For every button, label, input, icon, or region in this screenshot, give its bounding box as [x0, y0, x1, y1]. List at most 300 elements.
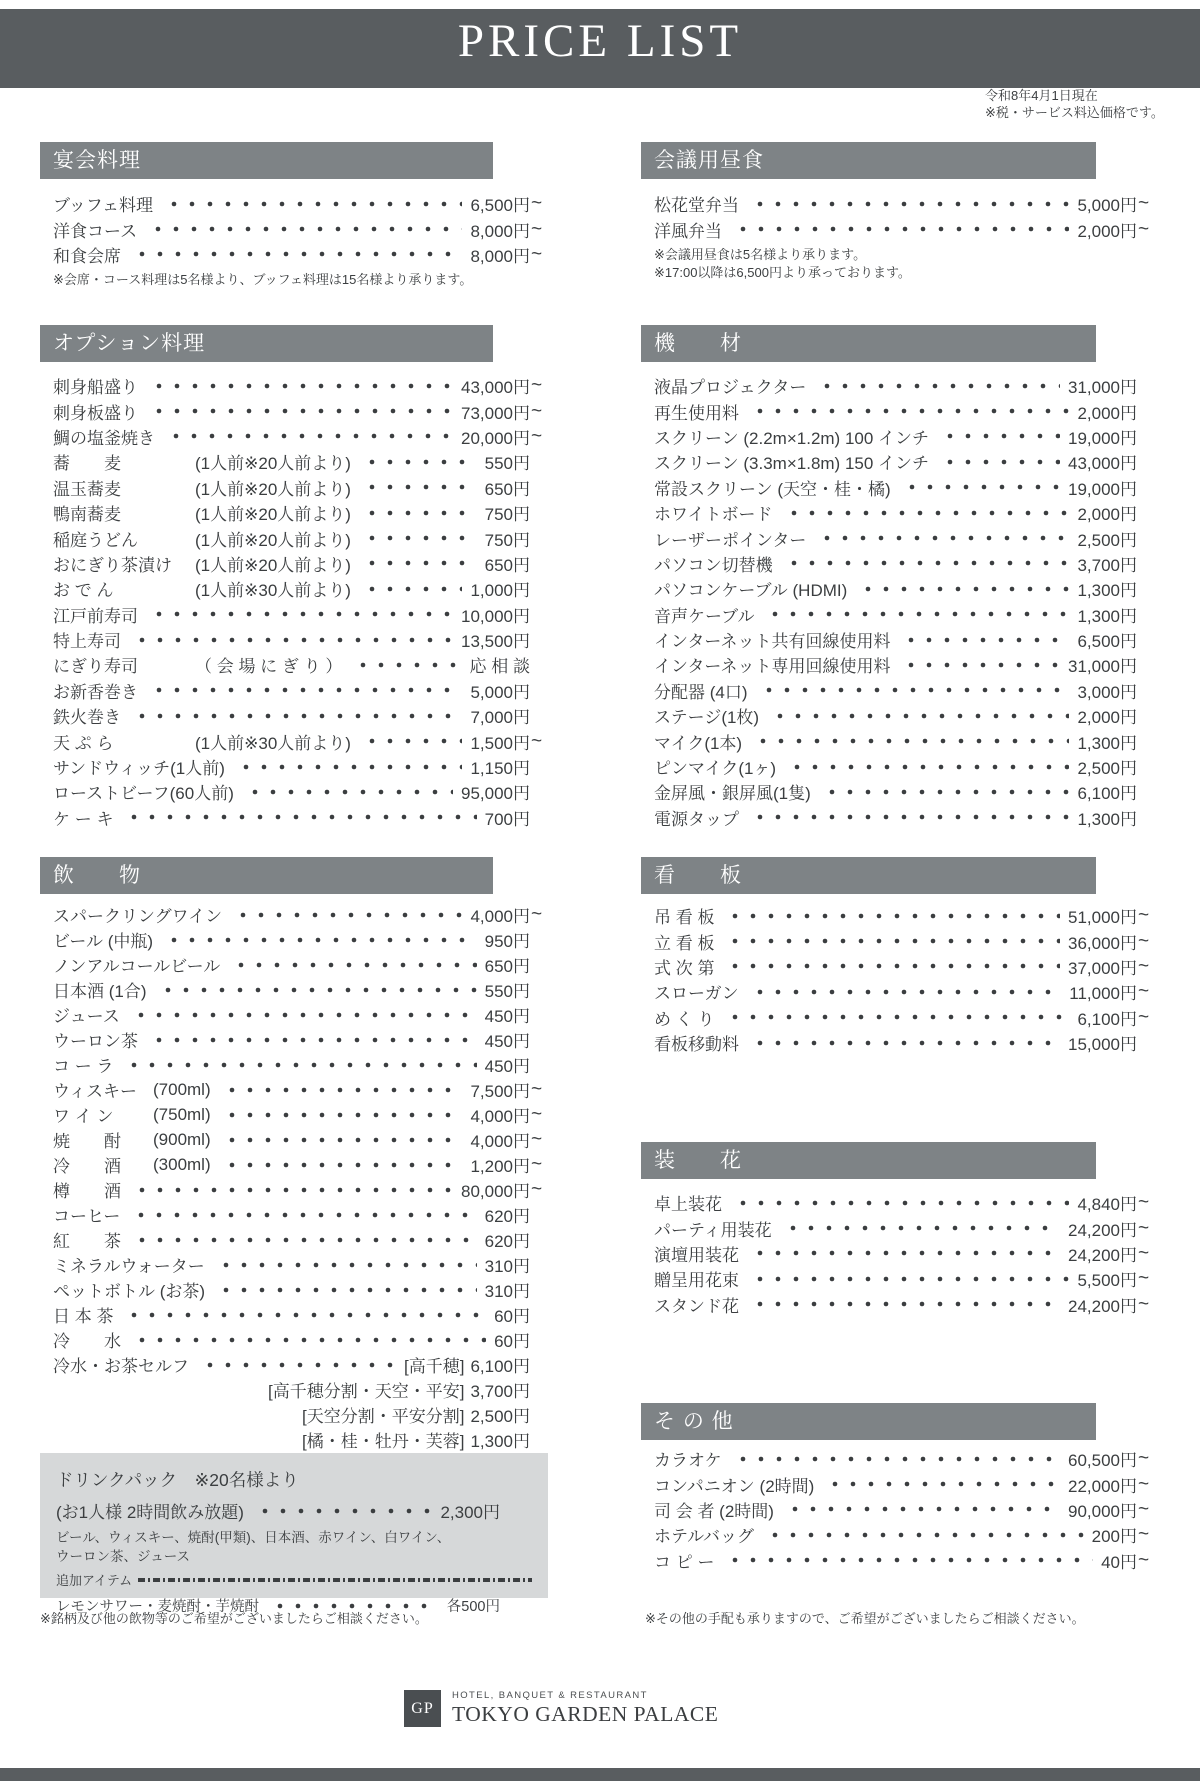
item-label: 洋食コース	[53, 221, 138, 241]
dot-leader	[782, 761, 1069, 773]
item-price: 450円	[484, 1007, 530, 1026]
dot-leader	[780, 1503, 1060, 1515]
section-header-drinks: 飲 物	[40, 857, 493, 894]
price-row	[40, 1327, 548, 1352]
price-row	[641, 500, 1155, 525]
dot-leader	[896, 634, 1069, 646]
price-row	[40, 1352, 548, 1377]
section-header-banquet: 宴会料理	[40, 142, 493, 179]
price-row	[40, 627, 548, 652]
item-label: ビール (中瓶)	[53, 932, 154, 951]
item-price: 6,100円	[1077, 784, 1137, 804]
item-price: 620円	[484, 1232, 530, 1251]
price-row	[641, 1241, 1155, 1266]
dot-leader	[820, 1478, 1060, 1490]
price-row	[641, 576, 1155, 601]
dot-leader	[745, 1247, 1060, 1259]
item-label: パソコンケーブル (HDMI)	[654, 581, 848, 601]
price-row	[641, 1190, 1155, 1215]
item-price: 19,000円	[1068, 428, 1137, 448]
price-range: ~	[1138, 1549, 1150, 1571]
price-row	[641, 1446, 1155, 1471]
price-row	[40, 191, 548, 216]
item-price: 2,500円	[470, 1407, 530, 1426]
item-price: 24,200円	[1068, 1245, 1137, 1265]
price-range: ~	[1138, 1473, 1150, 1495]
price-row	[40, 927, 548, 952]
item-price: 13,500円	[461, 632, 530, 652]
item-label: スタンド花	[654, 1296, 739, 1316]
item-price: 90,000円	[1068, 1501, 1137, 1521]
item-label: ケ ー キ	[53, 809, 114, 829]
dot-leader	[748, 735, 1069, 747]
item-price: 43,000円	[1068, 454, 1137, 474]
venue-bracket: [天空分割・平安分割]	[302, 1407, 465, 1426]
addon-label: 追加アイテム	[56, 1573, 133, 1588]
price-row	[641, 779, 1155, 804]
item-price: 5,000円	[470, 682, 530, 702]
item-price: 5,000円	[1077, 196, 1137, 216]
item-detail: (900ml)	[153, 1129, 211, 1149]
item-label: ウィスキー	[53, 1082, 137, 1101]
item-price: 700円	[484, 809, 530, 829]
price-row	[641, 1005, 1155, 1030]
price-row	[40, 1427, 548, 1452]
item-label: 紅 茶	[53, 1232, 121, 1251]
price-range: ~	[1138, 218, 1150, 240]
price-row	[40, 602, 548, 627]
item-label: ホテルバッグ	[654, 1527, 754, 1547]
price-row	[40, 1252, 548, 1277]
dot-leader	[765, 710, 1069, 722]
item-price: 950円	[484, 932, 530, 951]
drink-pack-box	[40, 1453, 548, 1615]
price-row	[40, 1152, 548, 1177]
drink-pack-price-row	[56, 1498, 532, 1523]
price-row	[40, 1402, 548, 1427]
section-header-options: オプション料理	[40, 325, 493, 362]
addon-item-label: レモンサワー・麦焼酎・芋焼酎	[56, 1599, 259, 1615]
drink-pack-title: ドリンクパック ※20名様より	[56, 1470, 299, 1490]
item-label: レーザーポインター	[654, 530, 807, 550]
item-label: ペットボトル (お茶)	[53, 1282, 206, 1301]
price-row	[40, 1052, 548, 1077]
item-price: 4,000円	[470, 1132, 530, 1151]
dot-leader	[935, 456, 1060, 468]
price-row	[40, 678, 548, 703]
dot-leader	[745, 1037, 1060, 1049]
item-label: 鴨南蕎麦	[53, 505, 121, 525]
lunch-note-1: ※会議用昼食は5名様より承ります。	[654, 246, 867, 262]
item-price: 10,000円	[461, 606, 530, 626]
dot-leader	[745, 986, 1062, 998]
dot-leader	[250, 1505, 432, 1517]
dot-leader	[228, 909, 462, 921]
price-row	[641, 1471, 1155, 1496]
item-price: 8,000円	[470, 221, 530, 241]
item-price: 43,000円	[461, 378, 530, 398]
dot-leader	[144, 1034, 477, 1046]
item-label: 江戸前寿司	[53, 606, 138, 626]
section-header-lunch: 会議用昼食	[641, 142, 1096, 179]
price-range: ~	[1138, 955, 1150, 977]
item-label: ノンアルコールビール	[53, 957, 221, 976]
item-label: 金屏風・銀屏風(1隻)	[654, 784, 811, 804]
item-price: 60円	[494, 1307, 530, 1326]
item-price: 650円	[484, 479, 530, 499]
signboard-rows	[641, 903, 1155, 1055]
dot-leader	[144, 684, 462, 696]
venue-bracket: [橘・桂・牡丹・芙蓉]	[302, 1432, 465, 1451]
item-price: 3,700円	[470, 1382, 530, 1401]
price-range: ~	[531, 425, 543, 447]
price-range: ~	[531, 1179, 543, 1200]
price-row	[40, 652, 548, 677]
price-range: ~	[1138, 905, 1150, 927]
dot-leader	[211, 1259, 477, 1271]
item-label: ミネラルウォーター	[53, 1257, 205, 1276]
item-label: 看板移動料	[654, 1035, 739, 1055]
page-title: PRICE LIST	[457, 15, 743, 67]
price-row	[641, 1215, 1155, 1240]
price-row	[641, 373, 1155, 398]
item-price: 2,000円	[1077, 403, 1137, 423]
price-range: ~	[1138, 1242, 1150, 1264]
dot-leader	[226, 959, 476, 971]
price-row	[641, 728, 1155, 753]
price-row	[641, 1548, 1155, 1573]
dot-leader	[357, 481, 477, 493]
dot-leader	[357, 557, 477, 569]
price-range: ~	[531, 1129, 543, 1150]
dot-leader	[348, 659, 461, 671]
section-signboard	[641, 857, 1155, 1055]
item-price: 1,300円	[1077, 606, 1137, 626]
dot-leader	[126, 1009, 477, 1021]
dot-leader	[720, 960, 1060, 972]
item-price: 620円	[484, 1207, 530, 1226]
drink-pack-addon-header	[56, 1570, 532, 1589]
dot-leader	[357, 456, 477, 468]
dot-leader	[760, 1529, 1084, 1541]
item-price: 310円	[484, 1282, 530, 1301]
dot-leader	[897, 481, 1060, 493]
dot-leader	[217, 1084, 463, 1096]
dot-leader	[127, 248, 462, 260]
item-price: 1,300円	[1077, 733, 1137, 753]
item-label: 松花堂弁当	[654, 196, 739, 216]
price-range: ~	[531, 730, 543, 752]
dot-leader	[161, 430, 453, 442]
bottom-band	[0, 1768, 1200, 1781]
section-banquet	[40, 142, 548, 289]
item-price: 450円	[484, 1057, 530, 1076]
left-column	[40, 0, 548, 1781]
dot-leader	[240, 786, 453, 798]
item-price: 73,000円	[461, 403, 530, 423]
item-label: 日本酒 (1合)	[53, 982, 147, 1001]
price-row	[641, 216, 1155, 241]
dot-leader	[728, 1453, 1060, 1465]
item-detail: (1人前※20人前より)	[195, 454, 351, 474]
item-price: 750円	[484, 530, 530, 550]
price-row	[40, 216, 548, 241]
price-row	[40, 902, 548, 927]
price-range: ~	[1138, 1448, 1150, 1470]
dot-leader	[119, 811, 476, 823]
item-label: ホワイトボード	[654, 505, 773, 525]
dot-leader	[817, 786, 1070, 798]
item-price: 2,000円	[1077, 708, 1137, 728]
item-price: 3,000円	[1077, 682, 1137, 702]
price-row	[641, 678, 1155, 703]
item-price: 750円	[484, 505, 530, 525]
price-range: ~	[1138, 1268, 1150, 1290]
price-row	[40, 952, 548, 977]
banquet-note: ※会席・コース料理は5名様より、ブッフェ料理は15名様より承ります。	[53, 272, 473, 288]
item-label: 刺身板盛り	[53, 403, 138, 423]
price-range: ~	[531, 193, 543, 215]
item-detail: (1人前※30人前より)	[195, 581, 351, 601]
item-price: 22,000円	[1068, 1476, 1137, 1496]
dot-leader	[745, 198, 1069, 210]
price-row	[641, 954, 1155, 979]
price-row	[40, 779, 548, 804]
lunch-note-2: ※17:00以降は6,500円より承っております。	[654, 264, 911, 280]
item-price: 1,300円	[1077, 809, 1137, 829]
item-price: 550円	[484, 454, 530, 474]
item-label: パソコン切替機	[654, 555, 773, 575]
item-label: 稲庭うどん	[53, 530, 138, 550]
equipment-rows	[641, 373, 1155, 830]
item-label: 冷水・お茶セルフ	[53, 1357, 189, 1376]
item-label: 和食会席	[53, 246, 121, 266]
dot-leader	[760, 608, 1069, 620]
item-price: 1,300円	[470, 1432, 530, 1451]
dot-leader	[211, 1284, 477, 1296]
section-flowers	[641, 1142, 1155, 1317]
dot-leader	[720, 935, 1060, 947]
item-label: 天 ぷ ら	[53, 733, 114, 753]
price-row	[40, 373, 548, 398]
venue-bracket: [高千穂分割・天空・平安]	[268, 1382, 465, 1401]
item-label: 温玉蕎麦	[53, 479, 121, 499]
price-row	[641, 602, 1155, 627]
item-label: 音声ケーブル	[654, 606, 755, 626]
dot-leader	[745, 1298, 1060, 1310]
item-detail: (1人前※20人前より)	[195, 555, 351, 575]
item-price: 650円	[484, 555, 530, 575]
item-price: 450円	[484, 1032, 530, 1051]
item-price: 31,000円	[1068, 378, 1137, 398]
item-price: 51,000円	[1068, 908, 1137, 928]
right-column	[641, 0, 1155, 1781]
others-rows	[641, 1446, 1155, 1573]
item-price: 24,200円	[1068, 1220, 1137, 1240]
item-label: 樽 酒	[53, 1182, 121, 1201]
item-label: 日 本 茶	[53, 1307, 114, 1326]
item-label: スクリーン (3.3m×1.8m) 150 インチ	[654, 454, 930, 474]
item-price: 550円	[484, 982, 530, 1001]
item-detail: (750ml)	[153, 1104, 211, 1124]
item-detail: (300ml)	[153, 1154, 211, 1174]
price-range: ~	[1138, 930, 1150, 952]
price-row	[40, 1227, 548, 1252]
item-label: ジュース	[53, 1007, 120, 1026]
price-row	[40, 805, 548, 830]
section-lunch	[641, 142, 1155, 282]
item-price: 1,200円	[470, 1157, 530, 1176]
price-row	[641, 903, 1155, 928]
dot-leader	[728, 1197, 1069, 1209]
price-row	[641, 1266, 1155, 1291]
item-label: おにぎり茶漬け	[53, 555, 172, 575]
item-price: 5,500円	[1077, 1271, 1137, 1291]
price-row	[641, 652, 1155, 677]
section-header-equipment: 機 材	[641, 325, 1096, 362]
dot-leader	[357, 735, 463, 747]
price-row	[641, 754, 1155, 779]
addon-item-price: 各500円	[446, 1599, 500, 1615]
item-label: 司 会 者 (2時間)	[654, 1501, 774, 1521]
price-row	[641, 1292, 1155, 1317]
section-drinks	[40, 857, 548, 1452]
item-label: 刺身船盛り	[53, 378, 138, 398]
banquet-rows	[40, 191, 548, 267]
price-range: ~	[1138, 1498, 1150, 1520]
price-range: ~	[1138, 1524, 1150, 1546]
price-row	[40, 1102, 548, 1127]
venue-bracket: [高千穂]	[404, 1357, 465, 1376]
item-label: スパークリングワイン	[53, 907, 223, 926]
dot-leader	[217, 1159, 463, 1171]
item-price: 2,000円	[1077, 221, 1137, 241]
price-row	[641, 805, 1155, 830]
dot-leader	[143, 223, 462, 235]
item-detail: (1人前※20人前より)	[195, 505, 351, 525]
dot-leader	[144, 380, 453, 392]
item-label: 洋風弁当	[654, 221, 722, 241]
section-header-flowers: 装 花	[641, 1142, 1096, 1179]
price-row	[641, 1497, 1155, 1522]
dot-leader	[127, 1184, 453, 1196]
price-row	[40, 500, 548, 525]
item-label: 蕎 麦	[53, 454, 121, 474]
others-footnote: ※その他の手配も承りますので、ご希望がございましたらご相談ください。	[645, 1611, 1085, 1626]
dot-leader	[357, 507, 477, 519]
dot-leader	[853, 583, 1069, 595]
price-row	[40, 728, 548, 753]
item-price: 応 相 談	[469, 657, 530, 677]
section-header-others: そ の 他	[641, 1403, 1096, 1440]
price-row	[40, 703, 548, 728]
price-range: ~	[531, 400, 543, 422]
dot-leader	[812, 380, 1060, 392]
item-price: 4,000円	[470, 907, 530, 926]
item-label: 焼 酎	[53, 1132, 121, 1151]
item-price: 60円	[494, 1332, 530, 1351]
item-label: 特上寿司	[53, 632, 121, 652]
item-price: 200円	[1091, 1527, 1137, 1547]
item-label: お新香巻き	[53, 682, 138, 702]
item-price: 24,200円	[1068, 1296, 1137, 1316]
dot-leader	[231, 761, 463, 773]
lunch-rows	[641, 191, 1155, 242]
price-row	[40, 1177, 548, 1202]
dot-leader	[195, 1359, 394, 1371]
dot-leader	[217, 1109, 463, 1121]
price-row	[40, 1127, 548, 1152]
dot-leader	[812, 532, 1069, 544]
item-price: 36,000円	[1068, 933, 1137, 953]
price-row	[40, 424, 548, 449]
item-label: ローストビーフ(60人前)	[53, 784, 234, 804]
price-row	[40, 475, 548, 500]
item-detail: (1人前※20人前より)	[195, 530, 351, 550]
dot-leader	[896, 659, 1060, 671]
price-row	[40, 1302, 548, 1327]
price-range: ~	[531, 904, 543, 925]
price-range: ~	[1138, 1217, 1150, 1239]
price-range: ~	[1138, 193, 1150, 215]
price-row	[641, 627, 1155, 652]
price-range: ~	[531, 1079, 543, 1100]
date-line: 令和8年4月1日現在	[985, 88, 1098, 103]
item-price: 7,000円	[470, 708, 530, 728]
item-label: ステージ(1枚)	[654, 708, 760, 728]
item-label: ブッフェ料理	[53, 196, 153, 216]
dot-leader	[935, 430, 1060, 442]
item-price: 650円	[484, 957, 530, 976]
price-row	[40, 754, 548, 779]
dot-leader	[745, 405, 1069, 417]
gp-logo: GP	[404, 1690, 441, 1727]
price-row	[40, 525, 548, 550]
price-range: ~	[531, 375, 543, 397]
item-price: 1,000円	[470, 581, 530, 601]
item-price: 15,000円	[1068, 1035, 1137, 1055]
item-label: 再生使用料	[654, 403, 739, 423]
dot-leader	[357, 532, 477, 544]
price-row	[40, 1277, 548, 1302]
item-label: 液晶プロジェクター	[654, 378, 807, 398]
price-row	[40, 1002, 548, 1027]
item-label: 冷 水	[53, 1332, 121, 1351]
item-price: 2,500円	[1077, 759, 1137, 779]
dot-leader	[357, 583, 463, 595]
price-row	[40, 1077, 548, 1102]
dot-leader	[720, 1011, 1069, 1023]
item-price: 31,000円	[1068, 657, 1137, 677]
dot-leader	[745, 1273, 1069, 1285]
item-label: スローガン	[654, 984, 739, 1004]
item-detail: (1人前※20人前より)	[195, 479, 351, 499]
item-label: コンパニオン (2時間)	[654, 1476, 815, 1496]
item-price: 95,000円	[461, 784, 530, 804]
price-row	[641, 525, 1155, 550]
item-price: 3,700円	[1077, 555, 1137, 575]
item-label: 立 看 板	[654, 933, 715, 953]
drinks-rows	[40, 902, 548, 1452]
price-row	[40, 449, 548, 474]
price-row	[641, 449, 1155, 474]
dot-leader	[754, 684, 1070, 696]
dot-leader	[778, 1222, 1060, 1234]
dot-leader	[119, 1309, 486, 1321]
item-price: 19,000円	[1068, 479, 1137, 499]
dot-leader	[127, 710, 462, 722]
dot-leader	[720, 1554, 1093, 1566]
